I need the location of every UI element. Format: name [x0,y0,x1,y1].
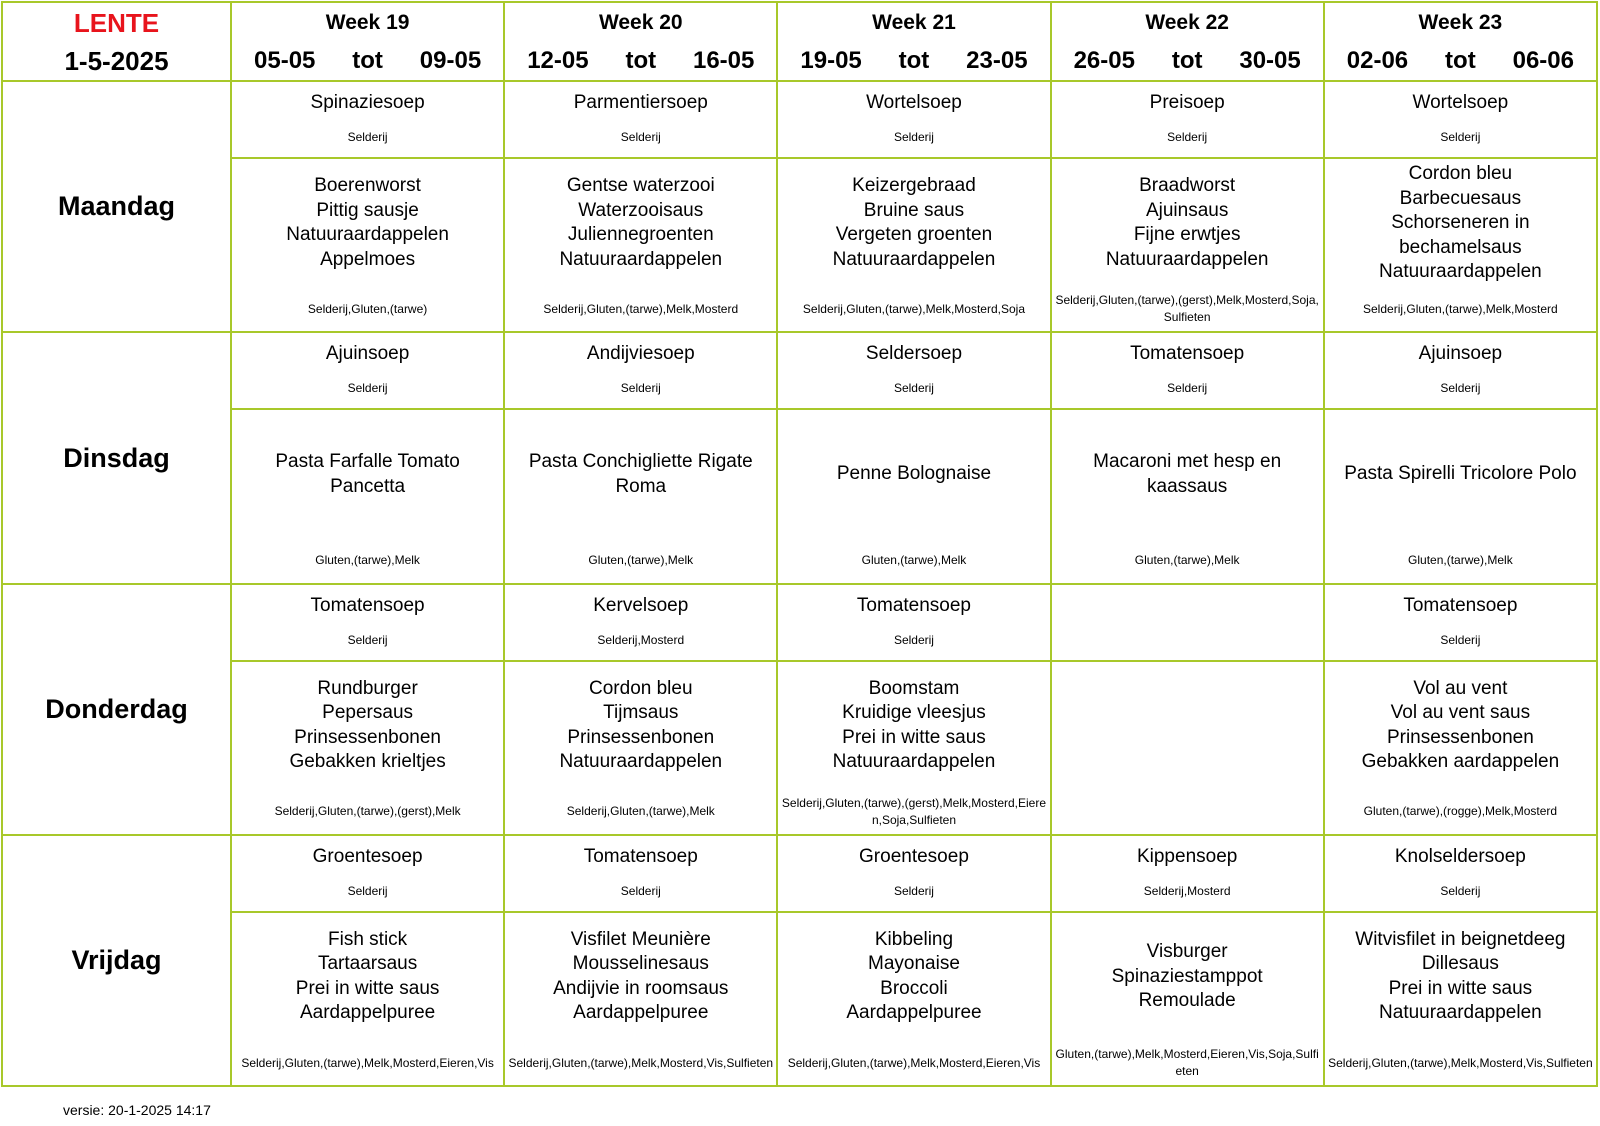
main-allergens: Gluten,(tarwe),Melk,Mosterd,Eieren,Vis,Soja,Sulfieten [1055,1047,1319,1078]
main-section [778,913,1049,1085]
main-dishes [1325,410,1596,538]
soup-allergens: Selderij [1440,381,1481,396]
menu-cell [231,332,504,583]
soup-allergens: Selderij [347,381,388,396]
main-allergens: Selderij,Gluten,(tarwe),Melk,Mosterd,Vis,Sulfieten [508,1055,774,1070]
day-row-dinsdag [2,332,1597,583]
dish-line: Visfilet Meunière [570,928,711,950]
menu-cell [504,81,777,332]
menu-cell [1051,332,1324,583]
week-sep: tot [625,46,657,74]
soup-allergens: Selderij [620,130,661,145]
main-allergens: Gluten,(tarwe),Melk [588,553,694,568]
soup-section [505,836,776,913]
dish-line: Natuuraardappelen [559,751,723,773]
main-allergens: Selderij,Gluten,(tarwe),Melk,Mosterd [543,301,739,316]
week-title: Week 21 [872,10,956,34]
dish-line: Gebakken krieltjes [289,751,446,773]
soup-name: Kippensoep [1136,845,1238,867]
main-section [505,159,776,331]
day-row-maandag [2,81,1597,332]
week-range [505,42,776,80]
dish-line: Natuuraardappelen [559,248,723,270]
dish-line: Gentse waterzooi [566,175,715,197]
week-title: Week 22 [1145,10,1229,34]
dish-line: Prinsessenbonen [1386,726,1534,748]
dish-line: Bruine saus [863,199,965,221]
soup-allergens: Selderij [347,130,388,145]
main-dishes [1325,159,1596,287]
dish-line: Aardappelpuree [846,1002,982,1024]
soup-allergens: Selderij [893,130,934,145]
week-end: 16-05 [692,46,755,74]
soup-section [1052,585,1323,662]
dish-line: Natuuraardappelen [832,751,996,773]
week-range [778,42,1049,80]
menu-cell [777,332,1050,583]
main-allergens: Gluten,(tarwe),(rogge),Melk,Mosterd [1363,804,1558,819]
menu-cell [504,835,777,1086]
dish-line: Pepersaus [322,702,414,724]
soup-allergens: Selderij,Mosterd [597,632,685,647]
main-dishes [505,159,776,287]
dish-line: Prei in witte saus [842,726,986,748]
soup-allergens: Selderij [347,632,388,647]
soup-allergens: Selderij [347,883,388,898]
soup-name: Wortelsoep [1412,92,1509,114]
week-title: Week 20 [598,10,683,34]
soup-name: Knolseldersoep [1394,845,1526,867]
menu-cell [1324,584,1597,835]
main-allergens [1052,790,1323,834]
week-header [1324,2,1597,81]
dish-line: Cordon bleu [589,677,693,699]
dish-line: Natuuraardappelen [1379,261,1542,283]
soup-section [232,836,503,913]
main-dishes [232,913,503,1041]
soup-name: Andijviesoep [586,343,695,365]
soup-allergens: Selderij [893,883,934,898]
main-dishes [778,913,1049,1041]
soup-allergens: Selderij [1440,632,1481,647]
soup-section [232,585,503,662]
dish-line: Broccoli [880,977,948,999]
day-row-vrijdag [2,835,1597,1086]
dish-line: Penne Bolognaise [836,463,992,485]
dish-line: Natuuraardappelen [1379,1002,1542,1024]
week-range [1052,42,1323,80]
main-section [505,410,776,582]
soup-section [1325,333,1596,410]
dish-line: Keizergebraad [852,175,976,197]
soup-section [505,585,776,662]
dish-line: Barbecuesaus [1399,187,1522,209]
soup-allergens: Selderij [1167,130,1208,145]
main-dishes [1052,913,1323,1041]
menu-cell [1051,835,1324,1086]
dish-line: Schorseneren in [1391,212,1530,234]
dish-line: Witvisfilet in beignetdeeg [1355,928,1566,950]
dish-line: Dillesaus [1421,953,1499,975]
week-end: 09-05 [419,46,482,74]
dish-line: Boomstam [868,677,960,699]
main-section [1052,159,1323,331]
day-label: Dinsdag [2,332,231,583]
menu-cell [1051,81,1324,332]
week-start: 05-05 [254,46,316,74]
soup-section [1325,836,1596,913]
soup-allergens: Selderij [893,632,934,647]
main-allergens: Selderij,Gluten,(tarwe),Melk,Mosterd,Eieren,Vis [241,1055,494,1070]
main-dishes [1052,410,1323,538]
version-note: versie: 20-1-2025 14:17 [63,1102,211,1118]
main-section [505,662,776,834]
menu-cell [504,584,777,835]
main-section [778,410,1049,582]
main-allergens: Selderij,Gluten,(tarwe),(gerst),Melk,Mosterd,Soja,Sulfieten [1055,293,1319,325]
main-section [505,913,776,1085]
soup-name: Tomatensoep [856,594,971,616]
soup-allergens: Selderij [1440,883,1481,898]
dish-line: Fish stick [328,928,408,950]
week-end: 23-05 [966,46,1028,74]
dish-line: Pasta Spirelli Tricolore Polo [1344,463,1577,485]
main-section [1052,913,1323,1085]
dish-line: Appelmoes [320,248,416,270]
soup-name: Tomatensoep [1130,343,1245,365]
dish-line: Prei in witte saus [1388,977,1533,999]
main-section [1325,159,1596,331]
week-range [1325,42,1596,80]
dish-line: Prinsessenbonen [567,726,715,748]
menu-cell [777,584,1050,835]
dish-line: Kibbeling [874,928,954,950]
main-dishes [1325,662,1596,790]
dish-line: Andijvie in roomsaus [553,977,729,999]
week-end: 06-06 [1512,46,1574,74]
week-sep: tot [1445,46,1476,74]
main-section [1325,662,1596,834]
soup-section [778,585,1049,662]
main-allergens: Gluten,(tarwe),Melk [1134,553,1240,568]
main-allergens: Gluten,(tarwe),Melk [1408,553,1513,568]
soup-name: Tomatensoep [583,845,698,867]
week-range [232,42,503,80]
soup-name: Tomatensoep [310,594,425,616]
soup-allergens: Selderij [620,381,661,396]
main-allergens: Selderij,Gluten,(tarwe),Melk,Mosterd [1363,301,1558,316]
menu-cell [777,81,1050,332]
day-label: Donderdag [2,584,231,835]
menu-table [1,1,1598,1087]
main-section [232,410,503,582]
week-start: 19-05 [800,46,862,74]
week-header [777,2,1050,81]
menu-cell [504,332,777,583]
week-header [1051,2,1324,81]
soup-name: Groentesoep [859,845,969,867]
dish-line: kaassaus [1147,475,1228,497]
soup-name: Kervelsoep [593,594,689,616]
week-title: Week 23 [1418,10,1503,34]
main-allergens: Gluten,(tarwe),Melk [861,553,967,568]
dish-line: Waterzooisaus [578,199,704,221]
week-start: 26-05 [1073,46,1135,74]
soup-allergens [1052,624,1323,632]
day-label: Vrijdag [2,835,231,1086]
dish-line: Mousselinesaus [572,953,709,975]
soup-allergens: Selderij [1440,130,1481,145]
soup-section [778,836,1049,913]
main-section [778,159,1049,331]
week-start: 12-05 [527,46,589,74]
main-dishes [778,662,1049,790]
soup-name [1052,585,1323,624]
menu-cell [1324,332,1597,583]
main-allergens: Selderij,Gluten,(tarwe),(gerst),Melk,Mosterd,Eieren,Soja,Sulfieten [781,795,1047,827]
soup-name: Seldersoep [865,343,963,365]
main-allergens: Selderij,Gluten,(tarwe),Melk [566,804,715,819]
main-dishes [232,159,503,287]
soup-name: Parmentiersoep [573,92,708,114]
dish-line: Pancetta [330,475,406,497]
season-cell [2,2,231,81]
menu-cell [231,835,504,1086]
soup-name: Tomatensoep [1403,594,1518,616]
main-dishes [778,410,1049,538]
dish-line: Natuuraardappelen [832,248,996,270]
day-label: Maandag [2,81,231,332]
soup-section [505,82,776,159]
dish-line: Remoulade [1138,990,1236,1012]
dish-line: Braadworst [1139,175,1236,197]
soup-name: Ajuinsoep [325,343,410,365]
soup-name: Groentesoep [312,845,423,867]
dish-line: Roma [615,475,667,497]
dish-line: Tartaarsaus [317,953,418,975]
dish-line: Pittig sausje [316,199,419,221]
main-section [1052,410,1323,582]
soup-name: Ajuinsoep [1418,343,1503,365]
dish-line: Visburger [1146,941,1228,963]
dish-line: Aardappelpuree [299,1002,436,1024]
dish-line: Spinaziestamppot [1111,965,1263,987]
main-dishes [232,410,503,538]
soup-section [232,82,503,159]
main-section [232,913,503,1085]
dish-line: Juliennegroenten [567,224,714,246]
dish-line: Pasta Farfalle Tomato [275,451,460,473]
soup-section [778,82,1049,159]
main-section [778,662,1049,834]
soup-section [1325,82,1596,159]
soup-allergens: Selderij,Mosterd [1143,883,1231,898]
main-dishes [505,410,776,538]
menu-cell [231,584,504,835]
dish-line: Aardappelpuree [573,1002,709,1024]
header-row [2,2,1597,81]
soup-allergens: Selderij [893,381,934,396]
dish-line: Vol au vent [1413,677,1508,699]
dish-line: bechamelsaus [1399,236,1522,258]
main-allergens: Gluten,(tarwe),Melk [315,553,420,568]
main-allergens: Selderij,Gluten,(tarwe),(gerst),Melk [274,804,461,819]
main-dishes [1052,159,1323,287]
dish-line: Vol au vent saus [1390,702,1531,724]
menu-cell [1324,835,1597,1086]
soup-section [1052,836,1323,913]
dish-line: Prinsessenbonen [294,726,441,748]
week-start: 02-06 [1346,46,1409,74]
main-allergens: Selderij,Gluten,(tarwe),Melk,Mosterd,Vis,Sulfieten [1328,1055,1593,1070]
soup-section [505,333,776,410]
soup-name: Spinaziesoep [310,92,425,114]
dish-line: Fijne erwtjes [1133,224,1241,246]
dish-line: Tijmsaus [603,702,679,724]
dish-line: Ajuinsaus [1145,199,1229,221]
dish-line: Pasta Conchigliette Rigate [528,451,753,473]
main-section [1325,410,1596,582]
main-dishes [505,662,776,790]
dish-line: Rundburger [317,677,418,699]
week-header [504,2,777,81]
main-section [1052,662,1323,834]
soup-section [1052,333,1323,410]
dish-line: Natuuraardappelen [286,224,449,246]
week-title: Week 19 [325,10,410,34]
soup-allergens: Selderij [1167,381,1208,396]
week-sep: tot [1171,46,1203,74]
dish-line: Mayonaise [868,953,960,975]
day-row-donderdag [2,584,1597,835]
menu-cell [1051,584,1324,835]
main-section [232,662,503,834]
main-allergens: Selderij,Gluten,(tarwe),Melk,Mosterd,Soja [802,301,1026,316]
week-sep: tot [898,46,930,74]
menu-cell [231,81,504,332]
dish-line: Prei in witte saus [295,977,440,999]
main-section [1325,913,1596,1085]
dish-line: Macaroni met hesp en [1093,451,1282,473]
menu-date: 1-5-2025 [64,45,169,76]
dish-line: Gebakken aardappelen [1361,751,1560,773]
main-section [232,159,503,331]
soup-name: Wortelsoep [866,92,962,114]
week-header [231,2,504,81]
menu-cell [1324,81,1597,332]
main-dishes [1052,662,1323,790]
soup-allergens: Selderij [620,883,661,898]
main-dishes [1325,913,1596,1041]
menu-cell [777,835,1050,1086]
soup-name: Preisoep [1149,92,1225,114]
week-sep: tot [352,46,383,74]
soup-section [778,333,1049,410]
soup-section [232,333,503,410]
dish-line: Cordon bleu [1408,163,1513,185]
main-dishes [232,662,503,790]
main-allergens: Selderij,Gluten,(tarwe) [307,301,428,316]
main-allergens: Selderij,Gluten,(tarwe),Melk,Mosterd,Eieren,Vis [787,1055,1041,1070]
soup-section [1325,585,1596,662]
week-end: 30-05 [1239,46,1301,74]
dish-line: Natuuraardappelen [1105,248,1269,270]
dish-line: Vergeten groenten [835,224,993,246]
main-dishes [778,159,1049,287]
dish-line: Boerenworst [314,175,421,197]
season-label: LENTE [73,7,160,38]
main-dishes [505,913,776,1041]
soup-section [1052,82,1323,159]
dish-line: Kruidige vleesjus [842,702,986,724]
